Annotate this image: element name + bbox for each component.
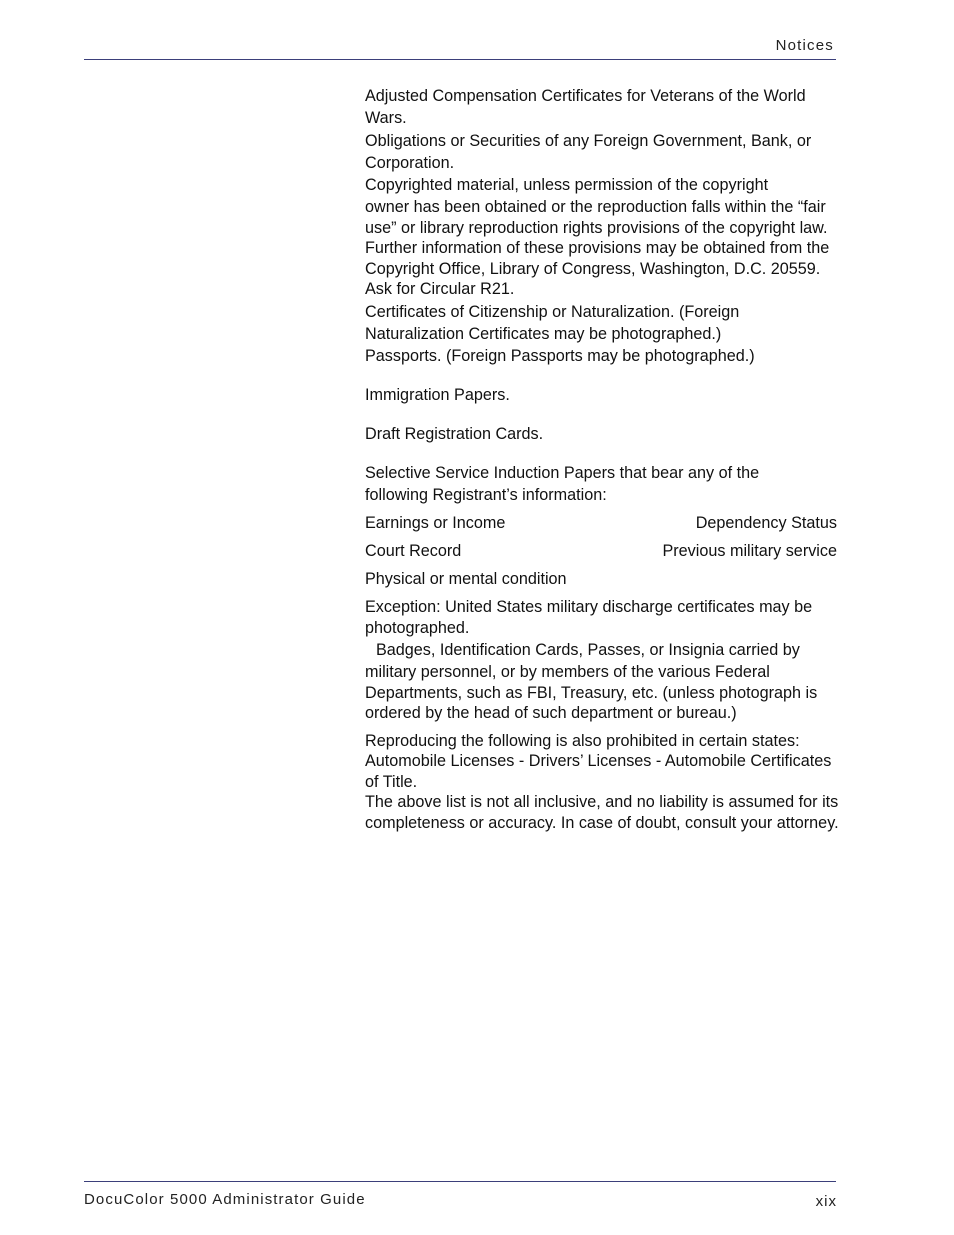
dependency-label: Dependency Status <box>695 514 837 532</box>
item-first-line: Obligations or Securities of any Foreign Government, Bank, or <box>365 131 812 150</box>
running-header: Notices <box>775 37 834 54</box>
registrant-info-row <box>365 541 837 562</box>
draft-cards-item <box>365 422 837 446</box>
state-prohibitions-note: Reproducing the following is also prohibited in certain states: Automobile Licenses - Drivers’ Licenses - Automobile Certificates of Title. <box>365 731 832 791</box>
copyrighted-material-item <box>365 173 837 300</box>
physical-condition-label: Physical or mental condition <box>365 570 567 588</box>
item-first-line: Certificates of Citizenship or Naturalization. (Foreign <box>365 302 740 321</box>
citizenship-certificates-item <box>365 300 837 345</box>
footer-guide-title: DocuColor 5000 Administrator Guide <box>84 1191 366 1208</box>
item-first-line: Adjusted Compensation Certificates for Veterans of the World <box>365 87 806 105</box>
notice-content <box>365 84 837 833</box>
item-continuation: owner has been obtained or the reproduction falls within the “fair use” or library reproduction rights provisions of the copyright law. Further information of these provisions may be obtained from the Copyright Office, Library of Congress, Washington, D.C. 20559. Ask for Circular R21. <box>365 198 830 298</box>
item-continuation: Wars. <box>365 109 407 127</box>
item-continuation: following Registrant’s information: <box>365 486 607 504</box>
item-first-line: Copyrighted material, unless permission of the copyright <box>365 176 769 194</box>
discharge-exception-note: Exception: United States military discharge certificates may be photographed. <box>365 598 813 637</box>
court-record-label: Court Record <box>365 542 462 560</box>
item-continuation: Corporation. <box>365 153 455 172</box>
page-number: xix <box>815 1193 837 1210</box>
item-text: Passports. (Foreign Passports may be photographed.) <box>365 347 755 365</box>
item-text: Draft Registration Cards. <box>365 425 544 443</box>
header-rule <box>84 59 836 60</box>
item-first-line: Badges, Identification Cards, Passes, or Insignia carried by <box>376 641 800 659</box>
compensation-certificates-item <box>365 84 837 129</box>
selective-service-item <box>365 461 837 506</box>
item-text: Immigration Papers. <box>365 386 510 404</box>
item-continuation: Naturalization Certificates may be photographed.) <box>365 324 722 343</box>
badges-item <box>365 638 837 724</box>
item-continuation: military personnel, or by members of the various Federal Departments, such as FBI, Treasury, etc. (unless photograph is ordered by the head of such department or bureau.) <box>365 663 818 722</box>
military-service-label: Previous military service <box>662 542 837 560</box>
passports-item <box>365 344 837 368</box>
immigration-papers-item <box>365 383 837 407</box>
disclaimer-paragraph: The above list is not all inclusive, and no liability is assumed for its completeness or accuracy. In case of doubt, consult your attorney. <box>365 793 839 832</box>
registrant-info-row <box>365 513 837 534</box>
item-first-line: Selective Service Induction Papers that bear any of the <box>365 464 760 482</box>
footer-rule <box>84 1181 836 1182</box>
earnings-label: Earnings or Income <box>365 514 506 532</box>
foreign-obligations-item <box>365 129 837 174</box>
